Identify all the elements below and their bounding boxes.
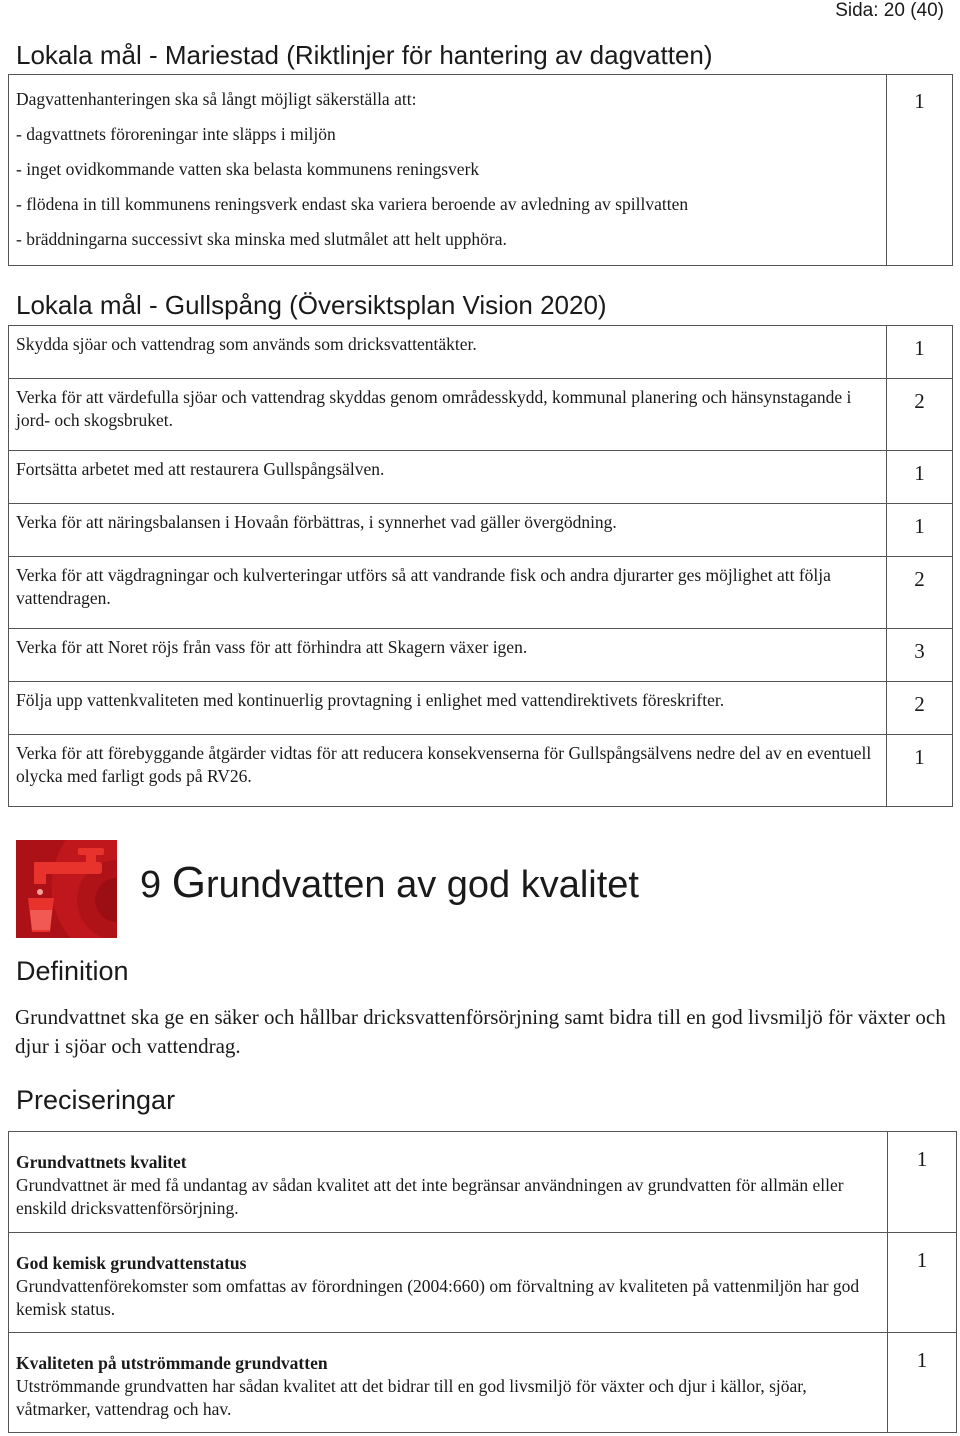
goal-number: 3 <box>887 629 953 682</box>
precisering-number: 1 <box>888 1132 957 1233</box>
preciseringar-table <box>8 1131 957 1433</box>
goal-text: Fortsätta arbetet med att restaurera Gullspångsälven. <box>9 451 887 504</box>
goal-number: 2 <box>887 682 953 735</box>
goal-text: Följa upp vattenkvaliteten med kontinuerlig provtagning i enlighet med vattendirektivets föreskrifter. <box>9 682 887 735</box>
goal-text: Verka för att vägdragningar och kulverteringar utförs så att vandrande fisk och andra djurarter ges möjlighet att följa vattendragen. <box>9 557 887 629</box>
goal-number: 1 <box>887 504 953 557</box>
table-row <box>9 326 953 379</box>
precisering-cell <box>9 1132 888 1233</box>
precisering-title: Kvaliteten på utströmmande grundvatten <box>16 1353 328 1373</box>
table-row <box>9 1233 957 1333</box>
precisering-title: Grundvattnets kvalitet <box>16 1152 187 1172</box>
section-title <box>140 858 639 908</box>
preciseringar-heading: Preciseringar <box>16 1085 176 1115</box>
precisering-number: 1 <box>888 1333 957 1433</box>
precisering-text: Utströmmande grundvatten har sådan kvalitet att det bidrar till en god livsmiljö för växter och djur i källor, sjöar, våtmarker, vattendrag och hav. <box>16 1376 807 1419</box>
gullspang-heading: Lokala mål - Gullspång (Översiktsplan Vision 2020) <box>16 290 607 320</box>
precisering-text: Grundvattnet är med få undantag av sådan kvalitet att det inte begränsar användningen av grundvatten för allmän eller enskild dricksvattenförsörjning. <box>16 1175 844 1218</box>
section-number: 9 <box>140 864 162 906</box>
table-row <box>9 1333 957 1433</box>
mariestad-line: - bräddningarna successivt ska minska med slutmålet att helt upphöra. <box>16 229 507 249</box>
mariestad-heading: Lokala mål - Mariestad (Riktlinjer för hantering av dagvatten) <box>16 40 713 70</box>
precisering-text: Grundvattenförekomster som omfattas av förordningen (2004:660) om förvaltning av kvaliteten på vattenmiljön har god kemisk status. <box>16 1276 860 1319</box>
goal-text: Verka för att förebyggande åtgärder vidtas för att reducera konsekvenserna för Gullspångsälvens nedre del av en eventuell olycka med farligt gods på RV26. <box>9 735 887 807</box>
table-row <box>9 735 953 807</box>
precisering-title: God kemisk grundvattenstatus <box>16 1253 247 1273</box>
goal-number: 1 <box>887 451 953 504</box>
mariestad-line: - dagvattnets föroreningar inte släpps i miljön <box>16 124 336 144</box>
mariestad-line: - flödena in till kommunens reningsverk endast ska variera beroende av avledning av spillvatten <box>16 194 689 214</box>
mariestad-text-cell <box>9 75 887 266</box>
table-row <box>9 557 953 629</box>
goal-text: Verka för att värdefulla sjöar och vattendrag skyddas genom områdesskydd, kommunal planering och hänsynstagande i jord- och skogsbruket. <box>9 379 887 451</box>
gullspang-table <box>8 325 953 807</box>
section-title-rest: rundvatten av god kvalitet <box>205 864 639 906</box>
mariestad-number: 1 <box>887 75 953 266</box>
goal-number: 2 <box>887 379 953 451</box>
table-row <box>9 451 953 504</box>
precisering-cell <box>9 1233 888 1333</box>
section-title-initial: G <box>171 858 206 907</box>
goal-number: 1 <box>887 326 953 379</box>
goal-number: 1 <box>887 735 953 807</box>
goal-text: Skydda sjöar och vattendrag som används som dricksvattentäkter. <box>9 326 887 379</box>
precisering-cell <box>9 1333 888 1433</box>
goal-text: Verka för att Noret röjs från vass för att förhindra att Skagern växer igen. <box>9 629 887 682</box>
mariestad-line: - inget ovidkommande vatten ska belasta kommunens reningsverk <box>16 159 480 179</box>
page-number: Sida: 20 (40) <box>835 0 944 21</box>
precisering-number: 1 <box>888 1233 957 1333</box>
table-row <box>9 629 953 682</box>
table-row <box>9 75 953 266</box>
mariestad-line: Dagvattenhanteringen ska så långt möjligt säkerställa att: <box>16 89 417 109</box>
table-row <box>9 1132 957 1233</box>
table-row <box>9 379 953 451</box>
table-row <box>9 682 953 735</box>
water-tap-icon <box>16 840 117 938</box>
table-row <box>9 504 953 557</box>
mariestad-table <box>8 74 953 266</box>
goal-number: 2 <box>887 557 953 629</box>
definition-heading: Definition <box>16 956 129 986</box>
goal-text: Verka för att näringsbalansen i Hovaån förbättras, i synnerhet vad gäller övergödning. <box>9 504 887 557</box>
definition-text: Grundvattnet ska ge en säker och hållbar dricksvattenförsörjning samt bidra till en god livsmiljö för växter och djur i sjöar och vattendrag. <box>15 1005 946 1058</box>
